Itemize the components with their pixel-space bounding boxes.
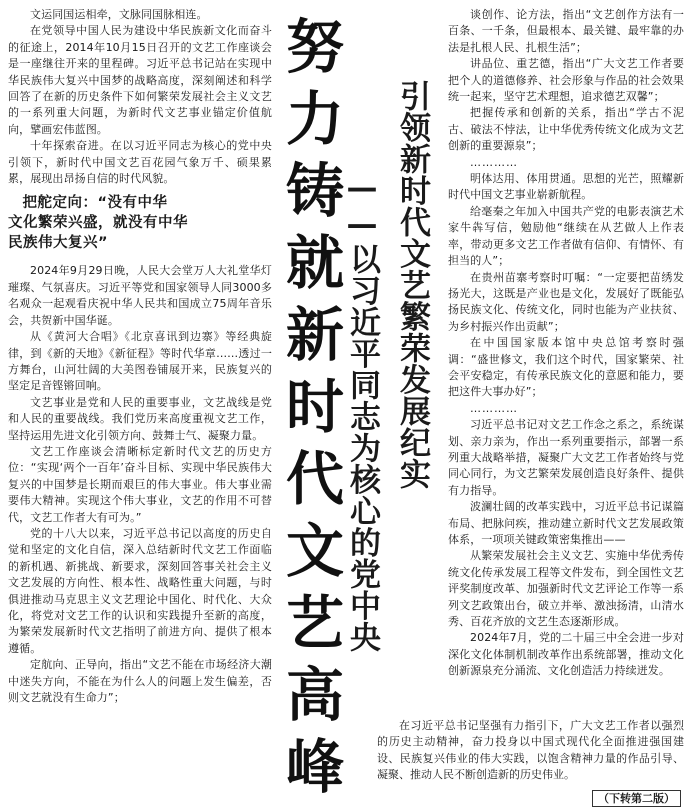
article-paragraph: 在贵州苗寨考察时叮嘱：“一定要把苗绣发扬光大，这既是产业也是文化，发展好了既能弘扬民族文化、传统文化，同时也能为产业扶贫、为乡村振兴作出贡献”； [448, 270, 684, 333]
article-paragraph: 文运同国运相牵，文脉同国脉相连。 [30, 8, 208, 21]
article-paragraph: 波澜壮阔的改革实践中，习近平总书记谋篇布局、把脉问疾，推动建立新时代文艺发展政策体系，一项项关键政策密集推出—— [448, 500, 684, 546]
article-paragraph: 文艺工作座谈会清晰标定新时代文艺的历史方位：“实现‘两个一百年’奋斗目标、实现中华民族伟大复兴的中国梦是长期而艰巨的伟大事业。伟大事业需要伟大精神。实现这个伟大事业，文艺的作用不可替代，文艺工作者大有可为。” [8, 444, 272, 524]
article-paragraph: 定航向、正导向，指出“文艺不能在市场经济大潮中迷失方向，不能在为什么人的问题上发生偏差，否则文艺就没有生命力”； [8, 658, 272, 705]
article-paragraph: 在党领导中国人民为建设中华民族新文化而奋斗的征途上，2014年10月15日召开的文艺工作座谈会是一座继往开来的里程碑。习近平总书记站在实现中华民族伟大复兴中国梦的战略高度，深刻阐述和科学回答了在新的历史条件下如何繁荣发展社会主义文艺的一系列重大问题，为新时代文艺事业锚定价值航向，擘画宏伟蓝图。 [8, 24, 272, 136]
article-paragraph: 把握传承和创新的关系，指出“学古不泥古、破法不悖法，让中华优秀传统文化成为文艺创新的重要源泉”； [448, 106, 684, 153]
section-heading-line: 文化繁荣兴盛，就没有中华 [8, 215, 188, 232]
closing-text-block [377, 718, 684, 784]
article-paragraph: 2024年7月，党的二十届三中全会进一步对深化文化体制机制改革作出系统部署，推动文化创新源泉充分涌流、文化创造活力持续迸发。 [448, 631, 684, 678]
right-text-column [448, 7, 684, 714]
article-paragraph: 习近平总书记对文艺工作念之系之，系统谋划、亲力亲为，作出一系列重要指示，部署一系列重大战略举措，凝聚广大文艺工作者始终与党同心同行，为文艺繁荣发展创造良好条件、提供有力指导。 [448, 418, 684, 497]
article-paragraph: 文艺事业是党和人民的重要事业，文艺战线是党和人民的重要战线。我们党历来高度重视文艺工作，坚持运用先进文化引领方向、鼓舞士气、凝聚力量。 [8, 395, 272, 442]
article-paragraph: 给毫秦之年加入中国共产党的电影表演艺术家牛犇写信，勉励他“继续在从艺做人上作表率，带动更多文艺工作者做有信仰、有情怀、有担当的人”； [448, 204, 684, 268]
subtitle-line-1: 引领新时代文艺繁荣发展纪实 [394, 80, 430, 490]
article-paragraph: 明体达用、体用贯通。思想的光芒，照耀新时代中国文艺事业崭新航程。 [448, 172, 684, 202]
continued-on-page-note: （下转第二版） [592, 790, 681, 807]
section-heading-line: 把舵定向：“没有中华 [22, 195, 168, 212]
article-paragraph: 2024年9月29日晚，人民大会堂万人大礼堂华灯璀璨、气氛喜庆。习近平等党和国家领导人同3000多名观众一起观看庆祝中华人民共和国成立75周年音乐会，共贺新中国华诞。 [8, 264, 272, 327]
main-title: 努力铸就新时代文艺高峰 [276, 16, 344, 808]
article-paragraph: 在习近平总书记坚强有力指引下，广大文艺工作者以强烈的历史主动精神，奋力投身以中国式现代化全面推进强国建设、民族复兴伟业的伟大实践，以饱含精神力量的作品引导、凝聚、推动人民不断创造新的历史伟业。 [377, 719, 684, 782]
ellipsis-separator: ………… [470, 155, 518, 169]
article-paragraph: 十年探索奋进。在以习近平同志为核心的党中央引领下，新时代中国文艺百花园气象万千、硕果累累，展现出昂扬自信的时代风貌。 [8, 139, 272, 186]
article-paragraph: 从繁荣发展社会主义文艺、实施中华优秀传统文化传承发展工程等文件发布，到全国性文艺评奖制度改革、加强新时代文艺评论工作等一系列文艺政策出台，破立并举、激浊扬清，山清水秀、百花齐放的文艺生态逐渐形成。 [448, 549, 684, 629]
left-text-column [8, 7, 272, 807]
article-paragraph: 从《黄河大合唱》《北京喜讯到边寨》等经典旋律，到《新的天地》《新征程》等时代华章……透过一方舞台，山河壮阔的大美图卷铺展开来，民族复兴的坚定足音铿锵回响。 [8, 330, 272, 393]
subtitle-line-2: ——以习近平同志为核心的党中央 [344, 170, 380, 653]
article-paragraph: 党的十八大以来，习近平总书记以高度的历史自觉和坚定的文化自信，深入总结新时代文艺工作面临的新机遇、新挑战、新要求，深刻回答事关社会主义文艺发展的方向性、根本性、战略性重大问题，与时俱进推动马克思主义文艺理论中国化、时代化、大众化，将党对文艺工作的认识和实践提升至新的高度，为繁荣发展新时代文艺指明了前进方向、提供了根本遵循。 [8, 526, 272, 655]
article-paragraph: 在中国国家版本馆中央总馆考察时强调：“盛世修文，我们这个时代，国家繁荣、社会平安稳定，有传承民族文化的意愿和能力，要把这件大事办好”； [448, 336, 684, 399]
ellipsis-separator: ………… [470, 401, 518, 415]
section-heading-line: 民族伟大复兴” [8, 235, 109, 252]
section-heading [8, 193, 272, 253]
article-paragraph: 讲品位、重艺德，指出“广大文艺工作者要把个人的道德修养、社会形象与作品的社会效果统一起来，坚守艺术理想，追求德艺双馨”； [448, 57, 684, 104]
article-paragraph: 谈创作、论方法，指出“文艺创作方法有一百条、一千条，但最根本、最关键、最牢靠的办法是扎根人民、扎根生活”； [448, 8, 684, 54]
